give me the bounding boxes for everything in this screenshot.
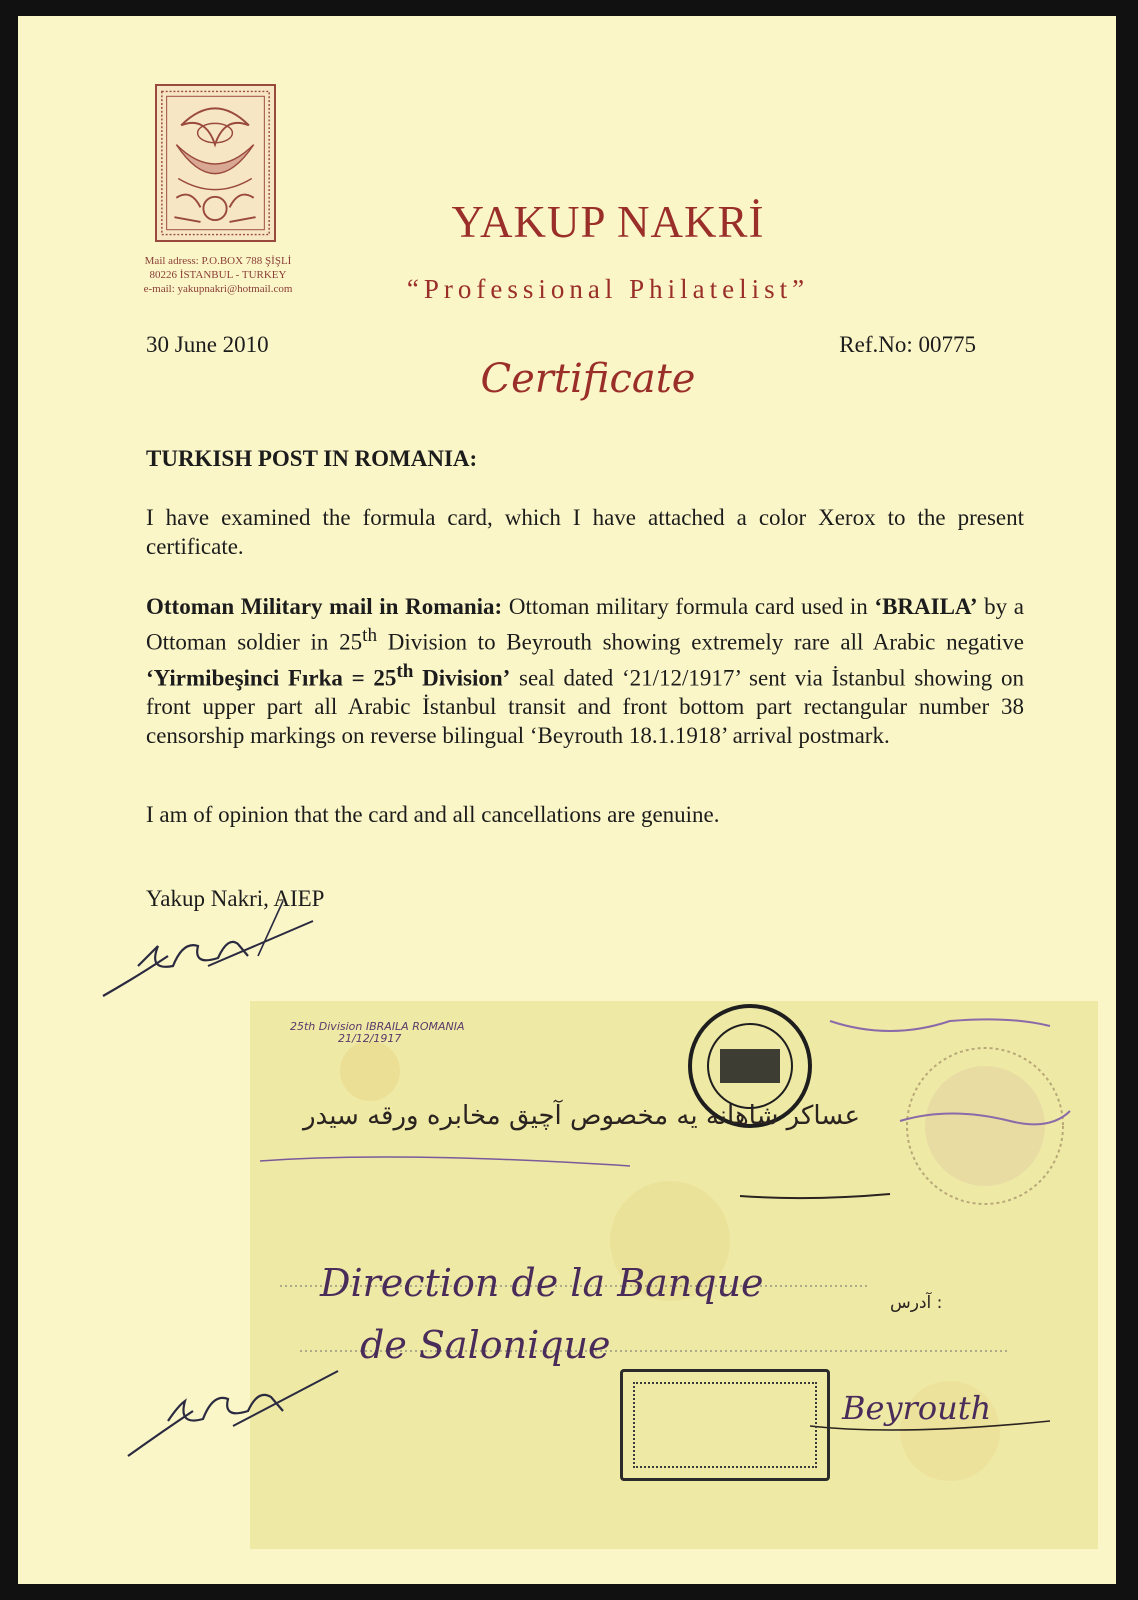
description-sup-2: th	[396, 660, 414, 682]
description-sup-1: th	[362, 625, 378, 646]
contact-line-mail: Mail adress: P.O.BOX 788 ŞİŞLİ	[144, 255, 292, 267]
description-seal-division: Division’	[413, 665, 511, 691]
certificate-title: Certificate	[480, 356, 696, 402]
censorship-mark-38	[620, 1369, 830, 1481]
description-text-1: Ottoman military formula card used in	[502, 594, 875, 619]
description-text-3: Division to Beyrouth showing extremely rare all Arabic negative	[377, 629, 1025, 655]
paragraph-description	[146, 592, 1024, 750]
paragraph-opinion: I am of opinion that the card and all cancellations are genuine.	[146, 802, 720, 827]
certificate-date: 30 June 2010	[146, 332, 269, 357]
description-braila: ‘BRAILA’	[874, 594, 978, 619]
paragraph-examination: I have examined the formula card, which I have attached a color Xerox to the present certificate.	[146, 505, 1024, 559]
signature-bottom	[123, 1341, 353, 1466]
card-handwriting-line-1: Direction de la Banque	[320, 1261, 764, 1305]
tughra-stamp-logo	[155, 84, 276, 242]
certificate-page	[18, 16, 1116, 1584]
reference-number: Ref.No: 00775	[839, 332, 976, 357]
contact-address	[118, 254, 318, 296]
signature-top	[98, 896, 328, 1006]
description-lead: Ottoman Military mail in Romania:	[146, 594, 503, 619]
card-handwriting-city: Beyrouth	[842, 1389, 992, 1427]
description-text-2: by a Ottoman soldier in 25	[146, 594, 1024, 655]
card-note-line-2: 21/12/1917	[338, 1032, 402, 1045]
section-title: TURKISH POST IN ROMANIA:	[146, 446, 478, 471]
card-note-line-1: 25th Division IBRAILA ROMANIA	[290, 1020, 465, 1033]
formula-card-image	[250, 1001, 1098, 1549]
signer-name: Yakup Nakri, AIEP	[146, 886, 325, 911]
brand-tagline: “Professional Philatelist”	[406, 274, 810, 304]
card-address-label: آدرس :	[890, 1293, 943, 1313]
description-text-4: seal dated ‘21/12/1917’ sent via İstanbul showing on front upper part all Arabic İstanbul transit and front bottom part rectangular number 38 censorship markings on reverse bilingual ‘Beyrouth 18.1.1918’ arrival postmark.	[146, 665, 1024, 749]
description-seal-name: ‘Yirmibeşinci Fırka = 25	[146, 665, 397, 691]
censorship-mark-inner	[633, 1382, 817, 1468]
contact-line-city: 80226 İSTANBUL - TURKEY	[149, 269, 287, 281]
card-handwriting-line-2: de Salonique	[360, 1323, 611, 1367]
brand-name: YAKUP NAKRİ	[451, 197, 765, 247]
card-arabic-header: عساكر شاهانه يه مخصوص آچيق مخابره ورقه سيدر	[303, 1101, 860, 1131]
contact-line-email: e-mail: yakupnakri@hotmail.com	[143, 283, 293, 295]
card-pencil-note	[290, 1021, 465, 1045]
